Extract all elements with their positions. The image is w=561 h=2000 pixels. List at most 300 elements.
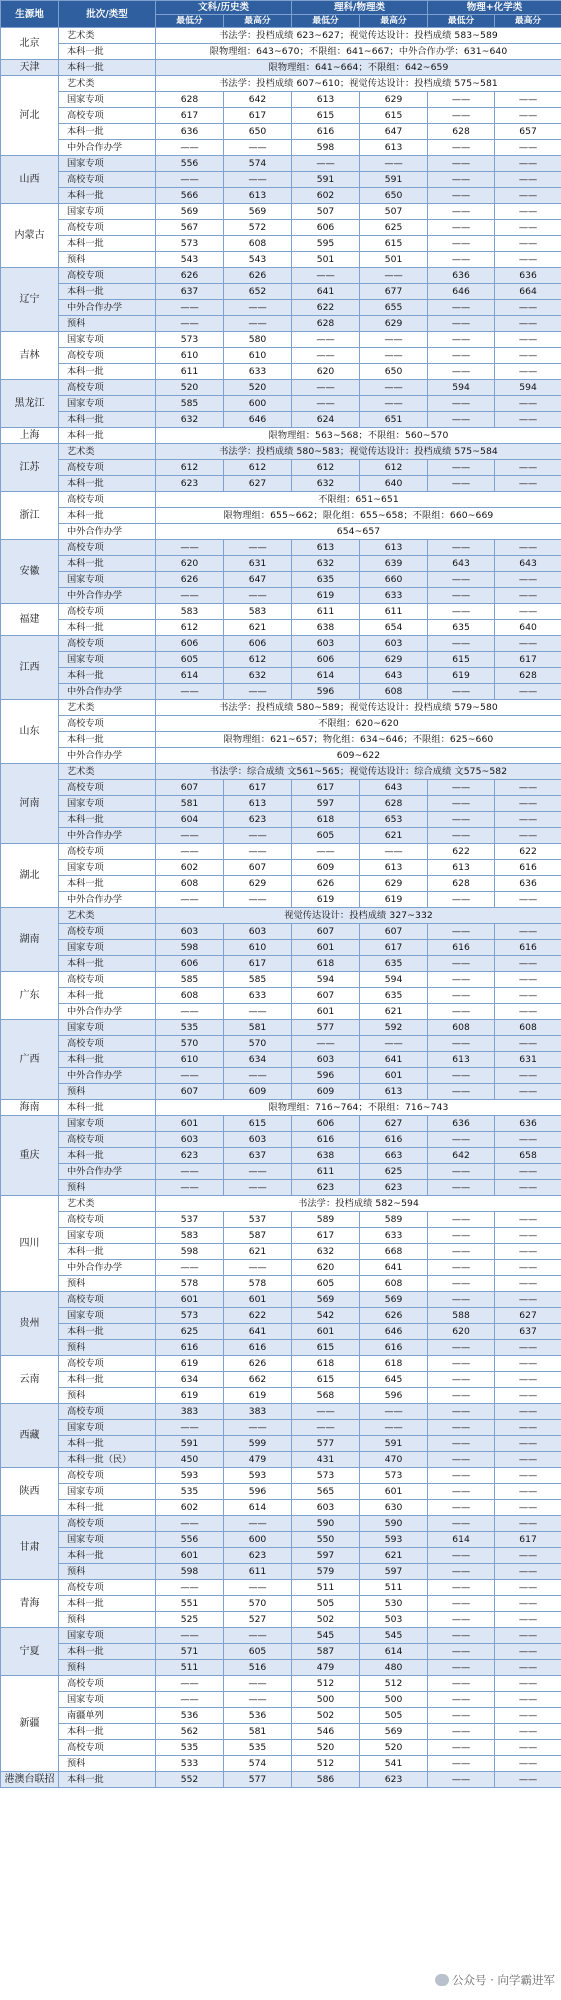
empty-score-cell: —— bbox=[428, 1612, 495, 1628]
batch-cell: 中外合作办学 bbox=[59, 748, 156, 764]
header-province: 生源地 bbox=[1, 1, 59, 28]
table-row bbox=[1, 1340, 561, 1356]
batch-cell: 高校专项 bbox=[59, 1292, 156, 1308]
table-row bbox=[1, 716, 561, 732]
empty-score-cell: —— bbox=[495, 1084, 561, 1100]
max-score-cell: 647 bbox=[224, 572, 292, 588]
empty-score-cell: —— bbox=[428, 1436, 495, 1452]
empty-score-cell: —— bbox=[428, 220, 495, 236]
table-row bbox=[1, 220, 561, 236]
batch-cell: 高校专项 bbox=[59, 492, 156, 508]
max-score-cell: 613 bbox=[360, 540, 428, 556]
max-score-cell: 501 bbox=[360, 252, 428, 268]
max-score-cell: 618 bbox=[360, 1356, 428, 1372]
max-score-cell: 637 bbox=[495, 1324, 561, 1340]
min-score-cell: 533 bbox=[156, 1756, 224, 1772]
min-score-cell: 628 bbox=[428, 876, 495, 892]
max-score-cell: 596 bbox=[224, 1484, 292, 1500]
batch-cell: 高校专项 bbox=[59, 1404, 156, 1420]
empty-score-cell: —— bbox=[292, 1036, 360, 1052]
max-score-cell: 516 bbox=[224, 1660, 292, 1676]
empty-score-cell: —— bbox=[428, 1068, 495, 1084]
batch-cell: 艺术类 bbox=[59, 764, 156, 780]
province-cell: 天津 bbox=[1, 60, 59, 76]
empty-score-cell: —— bbox=[428, 252, 495, 268]
max-score-cell: 633 bbox=[224, 988, 292, 1004]
table-row bbox=[1, 940, 561, 956]
max-score-cell: 612 bbox=[224, 652, 292, 668]
min-score-cell: 619 bbox=[428, 668, 495, 684]
batch-cell: 高校专项 bbox=[59, 1516, 156, 1532]
province-cell: 湖北 bbox=[1, 844, 59, 908]
min-score-cell: 635 bbox=[428, 620, 495, 636]
empty-score-cell: —— bbox=[495, 1420, 561, 1436]
empty-score-cell: —— bbox=[360, 1420, 428, 1436]
min-score-cell: 635 bbox=[292, 572, 360, 588]
empty-score-cell: —— bbox=[495, 636, 561, 652]
batch-cell: 高校专项 bbox=[59, 172, 156, 188]
table-row bbox=[1, 1692, 561, 1708]
min-score-cell: 501 bbox=[292, 252, 360, 268]
empty-score-cell: —— bbox=[495, 924, 561, 940]
table-row bbox=[1, 1324, 561, 1340]
min-score-cell: 601 bbox=[292, 940, 360, 956]
max-score-cell: 622 bbox=[495, 844, 561, 860]
batch-cell: 艺术类 bbox=[59, 908, 156, 924]
empty-score-cell: —— bbox=[224, 828, 292, 844]
empty-score-cell: —— bbox=[224, 1420, 292, 1436]
max-score-cell: 603 bbox=[224, 924, 292, 940]
header-min-score: 最低分 bbox=[156, 15, 224, 28]
empty-score-cell: —— bbox=[495, 1036, 561, 1052]
min-score-cell: 632 bbox=[292, 476, 360, 492]
table-row bbox=[1, 604, 561, 620]
empty-score-cell: —— bbox=[156, 1420, 224, 1436]
max-score-cell: 614 bbox=[224, 1500, 292, 1516]
batch-cell: 本科一批 bbox=[59, 732, 156, 748]
min-score-cell: 615 bbox=[292, 1372, 360, 1388]
table-row bbox=[1, 828, 561, 844]
min-score-cell: 601 bbox=[156, 1292, 224, 1308]
max-score-cell: 623 bbox=[224, 1548, 292, 1564]
min-score-cell: 601 bbox=[292, 1324, 360, 1340]
empty-score-cell: —— bbox=[495, 540, 561, 556]
min-score-cell: 537 bbox=[156, 1212, 224, 1228]
min-score-cell: 602 bbox=[156, 1500, 224, 1516]
batch-cell: 本科一批 bbox=[59, 988, 156, 1004]
table-row bbox=[1, 1164, 561, 1180]
batch-cell: 国家专项 bbox=[59, 1692, 156, 1708]
batch-cell: 本科一批 bbox=[59, 124, 156, 140]
min-score-cell: 617 bbox=[292, 1228, 360, 1244]
table-row bbox=[1, 1196, 561, 1212]
max-score-cell: 629 bbox=[360, 652, 428, 668]
min-score-cell: 616 bbox=[292, 1132, 360, 1148]
empty-score-cell: —— bbox=[428, 1356, 495, 1372]
header-max-score: 最高分 bbox=[495, 15, 561, 28]
min-score-cell: 620 bbox=[292, 364, 360, 380]
table-row bbox=[1, 1084, 561, 1100]
empty-score-cell: —— bbox=[495, 1388, 561, 1404]
table-row bbox=[1, 1180, 561, 1196]
min-score-cell: 594 bbox=[428, 380, 495, 396]
batch-cell: 国家专项 bbox=[59, 1532, 156, 1548]
province-cell: 福建 bbox=[1, 604, 59, 636]
empty-score-cell: —— bbox=[495, 204, 561, 220]
empty-score-cell: —— bbox=[428, 1404, 495, 1420]
province-cell: 湖南 bbox=[1, 908, 59, 972]
province-cell: 宁夏 bbox=[1, 1628, 59, 1676]
max-score-cell: 626 bbox=[360, 1308, 428, 1324]
empty-score-cell: —— bbox=[428, 1500, 495, 1516]
max-score-cell: 470 bbox=[360, 1452, 428, 1468]
max-score-cell: 569 bbox=[360, 1724, 428, 1740]
max-score-cell: 612 bbox=[360, 460, 428, 476]
table-row bbox=[1, 1772, 561, 1788]
batch-cell: 预科 bbox=[59, 1564, 156, 1580]
batch-cell: 艺术类 bbox=[59, 700, 156, 716]
empty-score-cell: —— bbox=[428, 188, 495, 204]
min-score-cell: 646 bbox=[428, 284, 495, 300]
empty-score-cell: —— bbox=[156, 1180, 224, 1196]
empty-score-cell: —— bbox=[428, 636, 495, 652]
table-row bbox=[1, 1308, 561, 1324]
min-score-cell: 581 bbox=[156, 796, 224, 812]
min-score-cell: 512 bbox=[292, 1756, 360, 1772]
empty-score-cell: —— bbox=[156, 1692, 224, 1708]
table-row bbox=[1, 1420, 561, 1436]
batch-cell: 艺术类 bbox=[59, 28, 156, 44]
empty-score-cell: —— bbox=[428, 396, 495, 412]
empty-score-cell: —— bbox=[495, 1340, 561, 1356]
empty-score-cell: —— bbox=[495, 988, 561, 1004]
empty-score-cell: —— bbox=[156, 844, 224, 860]
table-row bbox=[1, 412, 561, 428]
merged-score-note: 654~657 bbox=[156, 524, 561, 540]
province-cell: 广西 bbox=[1, 1020, 59, 1100]
min-score-cell: 595 bbox=[292, 236, 360, 252]
min-score-cell: 620 bbox=[292, 1260, 360, 1276]
empty-score-cell: —— bbox=[428, 1772, 495, 1788]
empty-score-cell: —— bbox=[495, 1564, 561, 1580]
max-score-cell: 628 bbox=[495, 668, 561, 684]
max-score-cell: 511 bbox=[360, 1580, 428, 1596]
max-score-cell: 589 bbox=[360, 1212, 428, 1228]
empty-score-cell: —— bbox=[156, 1580, 224, 1596]
table-row bbox=[1, 876, 561, 892]
empty-score-cell: —— bbox=[428, 1388, 495, 1404]
max-score-cell: 610 bbox=[224, 940, 292, 956]
min-score-cell: 603 bbox=[292, 636, 360, 652]
province-cell: 青海 bbox=[1, 1580, 59, 1628]
min-score-cell: 556 bbox=[156, 156, 224, 172]
batch-cell: 本科一批 bbox=[59, 44, 156, 60]
max-score-cell: 603 bbox=[360, 636, 428, 652]
max-score-cell: 623 bbox=[224, 812, 292, 828]
min-score-cell: 613 bbox=[292, 540, 360, 556]
max-score-cell: 612 bbox=[224, 460, 292, 476]
min-score-cell: 500 bbox=[292, 1692, 360, 1708]
min-score-cell: 573 bbox=[156, 332, 224, 348]
min-score-cell: 587 bbox=[292, 1644, 360, 1660]
batch-cell: 本科一批 bbox=[59, 556, 156, 572]
merged-score-note: 书法学：投档成绩 623~627；视觉传达设计：投档成绩 583~589 bbox=[156, 28, 561, 44]
min-score-cell: 632 bbox=[156, 412, 224, 428]
table-row bbox=[1, 332, 561, 348]
min-score-cell: 608 bbox=[156, 988, 224, 1004]
batch-cell: 本科一批（民） bbox=[59, 1452, 156, 1468]
empty-score-cell: —— bbox=[224, 1676, 292, 1692]
min-score-cell: 591 bbox=[156, 1436, 224, 1452]
max-score-cell: 625 bbox=[360, 1164, 428, 1180]
batch-cell: 预科 bbox=[59, 1276, 156, 1292]
table-row bbox=[1, 1004, 561, 1020]
min-score-cell: 562 bbox=[156, 1724, 224, 1740]
min-score-cell: 619 bbox=[156, 1356, 224, 1372]
max-score-cell: 663 bbox=[360, 1148, 428, 1164]
min-score-cell: 636 bbox=[156, 124, 224, 140]
min-score-cell: 520 bbox=[156, 380, 224, 396]
empty-score-cell: —— bbox=[428, 1132, 495, 1148]
min-score-cell: 617 bbox=[292, 780, 360, 796]
min-score-cell: 535 bbox=[156, 1484, 224, 1500]
max-score-cell: 652 bbox=[224, 284, 292, 300]
table-row bbox=[1, 1116, 561, 1132]
max-score-cell: 594 bbox=[495, 380, 561, 396]
merged-score-note: 限物理组：621~657；物化组：634~646；不限组：625~660 bbox=[156, 732, 561, 748]
empty-score-cell: —— bbox=[224, 1004, 292, 1020]
empty-score-cell: —— bbox=[224, 1692, 292, 1708]
empty-score-cell: —— bbox=[428, 1260, 495, 1276]
batch-cell: 国家专项 bbox=[59, 156, 156, 172]
empty-score-cell: —— bbox=[428, 1596, 495, 1612]
province-cell: 黑龙江 bbox=[1, 380, 59, 428]
max-score-cell: 613 bbox=[224, 796, 292, 812]
max-score-cell: 632 bbox=[224, 668, 292, 684]
batch-cell: 高校专项 bbox=[59, 460, 156, 476]
table-header bbox=[1, 1, 561, 28]
batch-cell: 高校专项 bbox=[59, 1212, 156, 1228]
max-score-cell: 527 bbox=[224, 1612, 292, 1628]
empty-score-cell: —— bbox=[292, 156, 360, 172]
batch-cell: 高校专项 bbox=[59, 380, 156, 396]
min-score-cell: 632 bbox=[292, 1244, 360, 1260]
empty-score-cell: —— bbox=[428, 828, 495, 844]
table-row bbox=[1, 1564, 561, 1580]
table-row bbox=[1, 620, 561, 636]
min-score-cell: 620 bbox=[156, 556, 224, 572]
table-row bbox=[1, 1372, 561, 1388]
empty-score-cell: —— bbox=[428, 1212, 495, 1228]
empty-score-cell: —— bbox=[156, 892, 224, 908]
max-score-cell: 616 bbox=[224, 1340, 292, 1356]
min-score-cell: 618 bbox=[292, 956, 360, 972]
empty-score-cell: —— bbox=[292, 380, 360, 396]
max-score-cell: 650 bbox=[360, 188, 428, 204]
empty-score-cell: —— bbox=[495, 588, 561, 604]
empty-score-cell: —— bbox=[428, 780, 495, 796]
max-score-cell: 573 bbox=[360, 1468, 428, 1484]
max-score-cell: 664 bbox=[495, 284, 561, 300]
empty-score-cell: —— bbox=[360, 380, 428, 396]
max-score-cell: 572 bbox=[224, 220, 292, 236]
min-score-cell: 606 bbox=[292, 220, 360, 236]
empty-score-cell: —— bbox=[495, 780, 561, 796]
min-score-cell: 606 bbox=[156, 636, 224, 652]
max-score-cell: 617 bbox=[495, 1532, 561, 1548]
merged-score-note: 不限组：651~651 bbox=[156, 492, 561, 508]
batch-cell: 本科一批 bbox=[59, 508, 156, 524]
batch-cell: 本科一批 bbox=[59, 956, 156, 972]
empty-score-cell: —— bbox=[292, 348, 360, 364]
table-row bbox=[1, 684, 561, 700]
batch-cell: 本科一批 bbox=[59, 1644, 156, 1660]
min-score-cell: 542 bbox=[292, 1308, 360, 1324]
min-score-cell: 623 bbox=[292, 1180, 360, 1196]
max-score-cell: 668 bbox=[360, 1244, 428, 1260]
empty-score-cell: —— bbox=[495, 892, 561, 908]
max-score-cell: 660 bbox=[360, 572, 428, 588]
merged-score-note: 609~622 bbox=[156, 748, 561, 764]
max-score-cell: 639 bbox=[360, 556, 428, 572]
min-score-cell: 612 bbox=[156, 460, 224, 476]
min-score-cell: 626 bbox=[156, 268, 224, 284]
table-row bbox=[1, 1292, 561, 1308]
max-score-cell: 587 bbox=[224, 1228, 292, 1244]
batch-cell: 国家专项 bbox=[59, 652, 156, 668]
empty-score-cell: —— bbox=[495, 140, 561, 156]
min-score-cell: 525 bbox=[156, 1612, 224, 1628]
max-score-cell: 631 bbox=[224, 556, 292, 572]
empty-score-cell: —— bbox=[428, 476, 495, 492]
max-score-cell: 636 bbox=[495, 1116, 561, 1132]
max-score-cell: 643 bbox=[495, 556, 561, 572]
min-score-cell: 626 bbox=[292, 876, 360, 892]
min-score-cell: 628 bbox=[428, 124, 495, 140]
province-cell: 四川 bbox=[1, 1196, 59, 1292]
table-row bbox=[1, 28, 561, 44]
batch-cell: 本科一批 bbox=[59, 236, 156, 252]
max-score-cell: 629 bbox=[360, 316, 428, 332]
max-score-cell: 590 bbox=[360, 1516, 428, 1532]
batch-cell: 中外合作办学 bbox=[59, 140, 156, 156]
min-score-cell: 636 bbox=[428, 1116, 495, 1132]
max-score-cell: 650 bbox=[360, 364, 428, 380]
empty-score-cell: —— bbox=[156, 140, 224, 156]
min-score-cell: 603 bbox=[156, 1132, 224, 1148]
min-score-cell: 594 bbox=[292, 972, 360, 988]
empty-score-cell: —— bbox=[495, 1068, 561, 1084]
table-row bbox=[1, 1212, 561, 1228]
max-score-cell: 630 bbox=[360, 1500, 428, 1516]
table-row bbox=[1, 780, 561, 796]
table-row bbox=[1, 60, 561, 76]
batch-cell: 本科一批 bbox=[59, 428, 156, 444]
merged-score-note: 书法学：投档成绩 580~583；视觉传达设计：投档成绩 575~584 bbox=[156, 444, 561, 460]
empty-score-cell: —— bbox=[495, 332, 561, 348]
max-score-cell: 536 bbox=[224, 1708, 292, 1724]
min-score-cell: 617 bbox=[156, 108, 224, 124]
min-score-cell: 598 bbox=[156, 1244, 224, 1260]
empty-score-cell: —— bbox=[495, 252, 561, 268]
max-score-cell: 608 bbox=[224, 236, 292, 252]
batch-cell: 高校专项 bbox=[59, 1740, 156, 1756]
table-row bbox=[1, 396, 561, 412]
table-row bbox=[1, 1612, 561, 1628]
min-score-cell: 507 bbox=[292, 204, 360, 220]
batch-cell: 国家专项 bbox=[59, 1628, 156, 1644]
min-score-cell: 607 bbox=[292, 988, 360, 1004]
empty-score-cell: —— bbox=[495, 1212, 561, 1228]
empty-score-cell: —— bbox=[224, 1164, 292, 1180]
empty-score-cell: —— bbox=[428, 1548, 495, 1564]
batch-cell: 本科一批 bbox=[59, 1148, 156, 1164]
empty-score-cell: —— bbox=[156, 1628, 224, 1644]
max-score-cell: 578 bbox=[224, 1276, 292, 1292]
table-row bbox=[1, 268, 561, 284]
min-score-cell: 565 bbox=[292, 1484, 360, 1500]
province-cell: 吉林 bbox=[1, 332, 59, 380]
table-row bbox=[1, 300, 561, 316]
batch-cell: 中外合作办学 bbox=[59, 828, 156, 844]
batch-cell: 本科一批 bbox=[59, 1548, 156, 1564]
empty-score-cell: —— bbox=[428, 1580, 495, 1596]
empty-score-cell: —— bbox=[495, 476, 561, 492]
merged-score-note: 不限组：620~620 bbox=[156, 716, 561, 732]
max-score-cell: 512 bbox=[360, 1676, 428, 1692]
min-score-cell: 598 bbox=[156, 1564, 224, 1580]
batch-cell: 国家专项 bbox=[59, 1020, 156, 1036]
max-score-cell: 637 bbox=[224, 1148, 292, 1164]
max-score-cell: 597 bbox=[360, 1564, 428, 1580]
province-cell: 广东 bbox=[1, 972, 59, 1020]
batch-cell: 南疆单列 bbox=[59, 1708, 156, 1724]
empty-score-cell: —— bbox=[495, 572, 561, 588]
batch-cell: 预科 bbox=[59, 1388, 156, 1404]
max-score-cell: 629 bbox=[224, 876, 292, 892]
min-score-cell: 638 bbox=[292, 1148, 360, 1164]
table-row bbox=[1, 1436, 561, 1452]
batch-cell: 国家专项 bbox=[59, 1308, 156, 1324]
table-row bbox=[1, 732, 561, 748]
empty-score-cell: —— bbox=[428, 460, 495, 476]
min-score-cell: 601 bbox=[156, 1116, 224, 1132]
max-score-cell: 577 bbox=[224, 1772, 292, 1788]
empty-score-cell: —— bbox=[360, 332, 428, 348]
batch-cell: 艺术类 bbox=[59, 444, 156, 460]
merged-score-note: 书法学：投档成绩 607~610；视觉传达设计：投档成绩 575~581 bbox=[156, 76, 561, 92]
batch-cell: 本科一批 bbox=[59, 1724, 156, 1740]
max-score-cell: 627 bbox=[224, 476, 292, 492]
empty-score-cell: —— bbox=[156, 828, 224, 844]
batch-cell: 本科一批 bbox=[59, 1244, 156, 1260]
empty-score-cell: —— bbox=[224, 892, 292, 908]
empty-score-cell: —— bbox=[428, 1564, 495, 1580]
min-score-cell: 550 bbox=[292, 1532, 360, 1548]
empty-score-cell: —— bbox=[495, 1692, 561, 1708]
min-score-cell: 623 bbox=[156, 1148, 224, 1164]
batch-cell: 高校专项 bbox=[59, 604, 156, 620]
table-row bbox=[1, 1020, 561, 1036]
empty-score-cell: —— bbox=[495, 1004, 561, 1020]
empty-score-cell: —— bbox=[428, 1516, 495, 1532]
empty-score-cell: —— bbox=[495, 348, 561, 364]
batch-cell: 高校专项 bbox=[59, 1580, 156, 1596]
table-row bbox=[1, 1484, 561, 1500]
min-score-cell: 611 bbox=[292, 1164, 360, 1180]
empty-score-cell: —— bbox=[360, 348, 428, 364]
empty-score-cell: —— bbox=[495, 1548, 561, 1564]
